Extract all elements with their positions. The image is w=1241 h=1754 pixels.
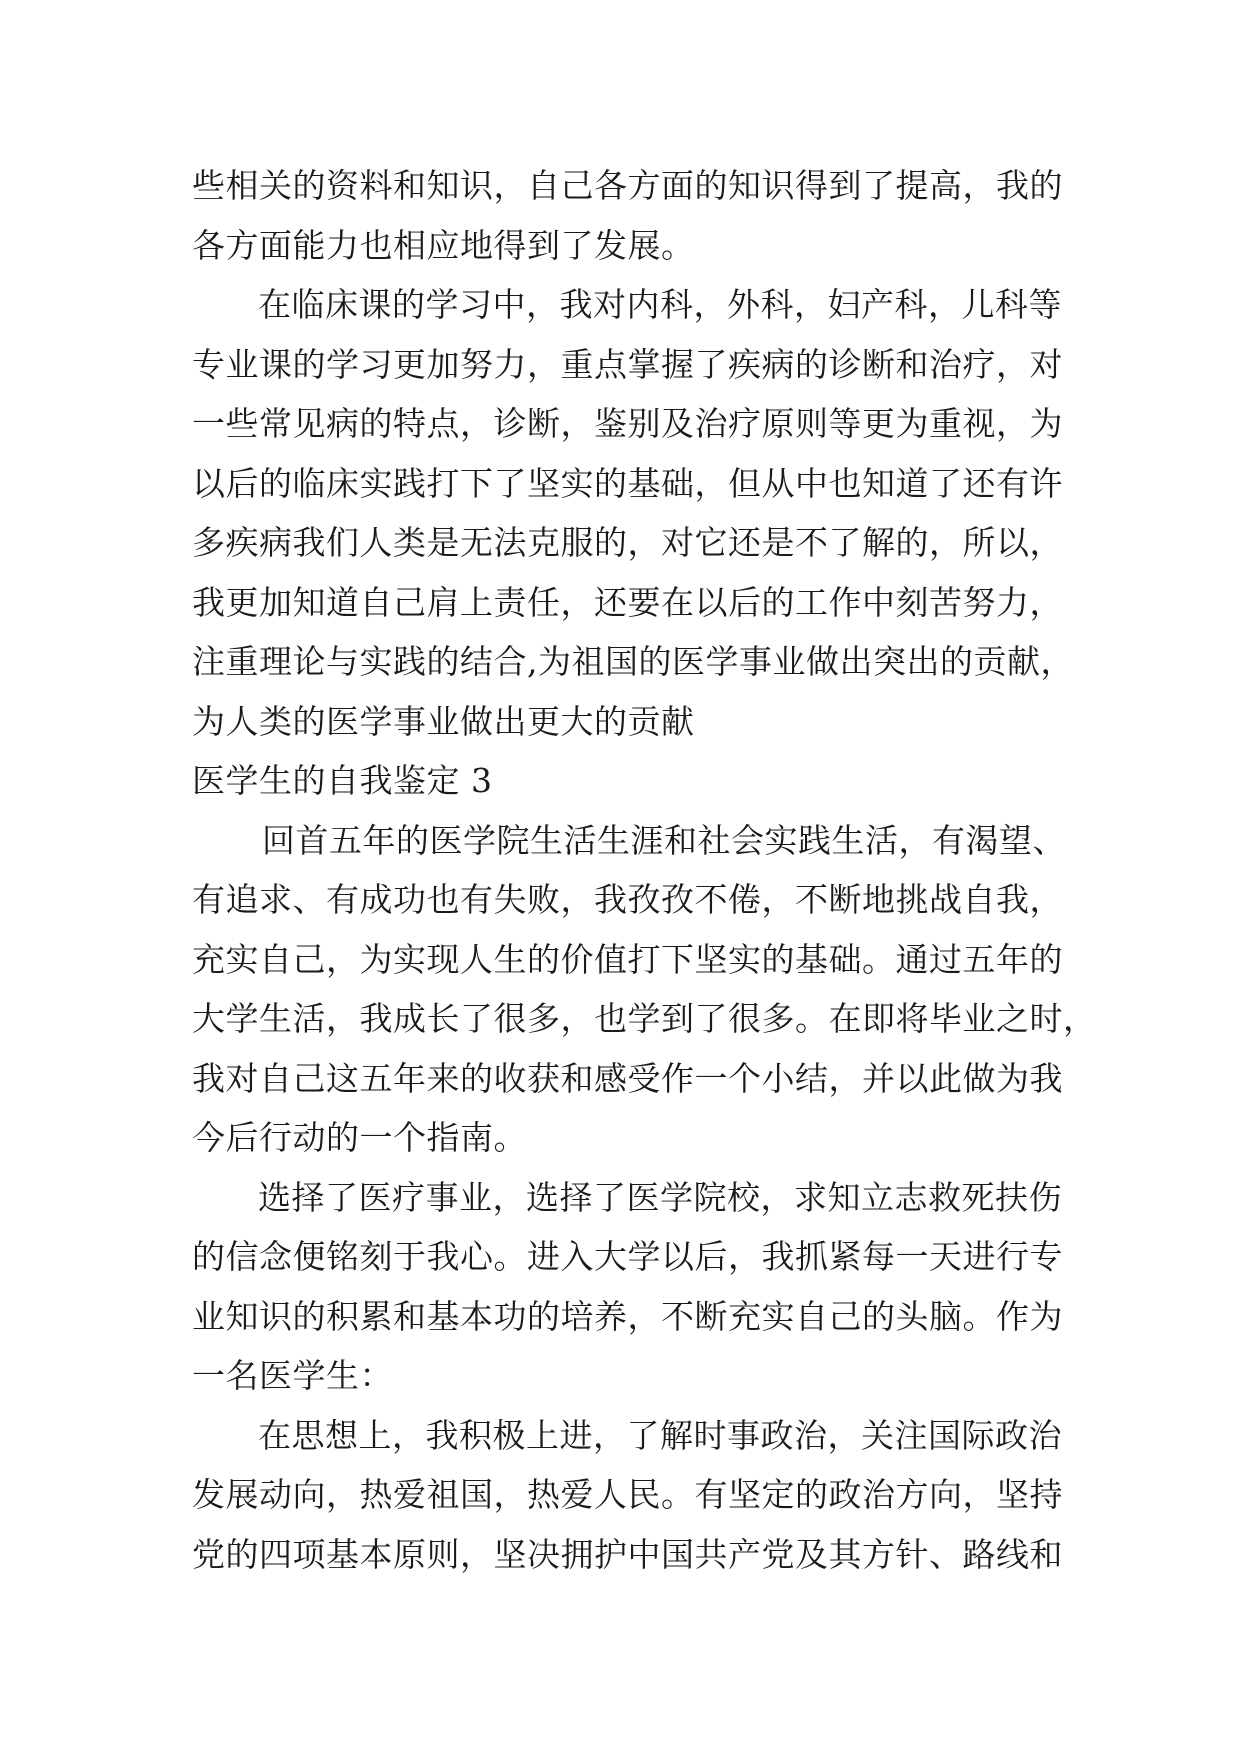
- text-line: 注重理论与实践的结合,为祖国的医学事业做出突出的贡献，: [192, 642, 1074, 681]
- text-line: 充实自己，为实现人生的价值打下坚实的基础。通过五年的: [192, 939, 1063, 979]
- text-line: 党的四项基本原则，坚决拥护中国共产党及其方针、路线和: [192, 1534, 1063, 1574]
- paragraph-1: [192, 156, 1062, 275]
- text-line: 的信念便铭刻于我心。进入大学以后，我抓紧每一天进行专: [192, 1237, 1063, 1276]
- text-line: 我对自己这五年来的收获和感受作一个小结，并以此做为我: [192, 1058, 1063, 1098]
- paragraph-4: [192, 1168, 1062, 1406]
- text-line: 些相关的资料和知识，自己各方面的知识得到了提高，我的: [192, 166, 1063, 205]
- text-line: 有追求、有成功也有失败，我孜孜不倦，不断地挑战自我，: [192, 880, 1063, 919]
- text-line: 以后的临床实践打下了坚实的基础，但从中也知道了还有许: [192, 463, 1063, 503]
- paragraph-5: [192, 1406, 1062, 1585]
- text-line: 一名医学生：: [192, 1356, 393, 1395]
- text-line: 我更加知道自己肩上责任，还要在以后的工作中刻苦努力，: [192, 582, 1063, 622]
- text-line: 大学生活，我成长了很多，也学到了很多。在即将毕业之时，: [192, 999, 1097, 1038]
- section-heading: 医学生的自我鉴定 3: [192, 761, 493, 800]
- paragraph-2: [192, 275, 1074, 751]
- text-line: 一些常见病的特点，诊断，鉴别及治疗原则等更为重视，为: [192, 404, 1063, 443]
- text-line: 今后行动的一个指南。: [192, 1118, 527, 1157]
- text-line: 发展动向，热爱祖国，热爱人民。有坚定的政治方向，坚持: [192, 1475, 1063, 1514]
- text-line: 为人类的医学事业做出更大的贡献: [192, 701, 695, 741]
- text-line: 专业课的学习更加努力，重点掌握了疾病的诊断和治疗，对: [192, 344, 1063, 384]
- text-line: 回首五年的医学院生活生涯和社会实践生活，有渴望、: [262, 820, 1066, 860]
- text-line: 各方面能力也相应地得到了发展。: [192, 225, 695, 265]
- document-body: [192, 156, 1097, 1584]
- paragraph-3: [192, 811, 1097, 1168]
- text-line: 多疾病我们人类是无法克服的，对它还是不了解的，所以，: [192, 523, 1063, 562]
- text-line: 在思想上，我积极上进，了解时事政治，关注国际政治: [258, 1415, 1062, 1455]
- text-line: 业知识的积累和基本功的培养，不断充实自己的头脑。作为: [192, 1296, 1063, 1336]
- text-line: 选择了医疗事业，选择了医学院校，求知立志救死扶伤: [258, 1177, 1062, 1217]
- text-line: 在临床课的学习中，我对内科，外科，妇产科，儿科等: [258, 285, 1062, 324]
